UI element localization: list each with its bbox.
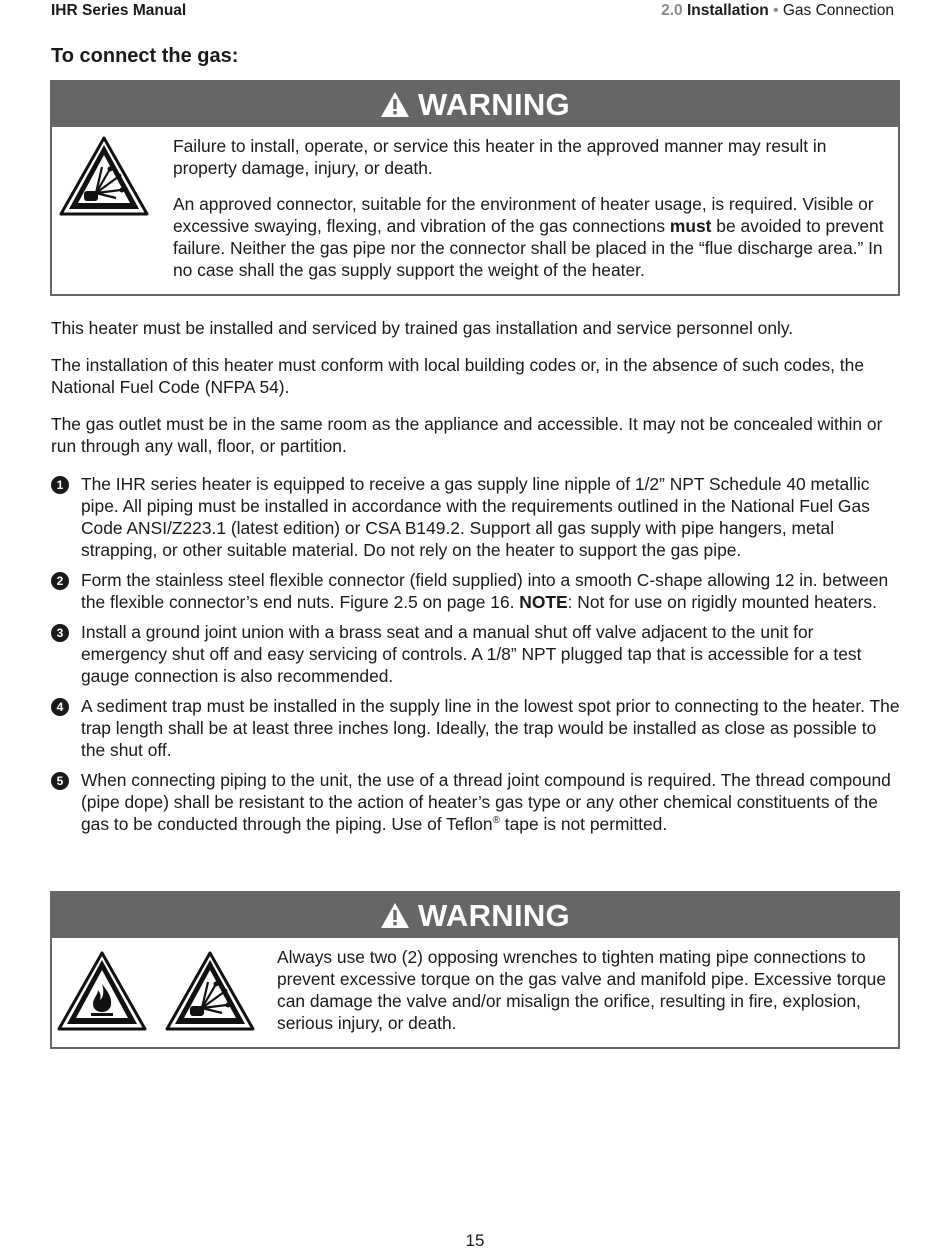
step-number: 1 (51, 476, 69, 494)
warning-triangle-icon (380, 91, 410, 118)
step-item: 1 The IHR series heater is equipped to receive a gas supply line nipple of 1/2” NPT Schedule 40 metallic pipe. All piping must be installed in accordance with the requirements outlined in the National Fuel Gas Code ANSI/Z223.1 (latest edition) or CSA B149.2. Support all gas supply with pipe hangers, metal strapping, or other suitable material. Do not rely on the heater to support the gas pipe. (51, 473, 903, 561)
warning-label: WARNING (418, 86, 570, 122)
body-paragraph: This heater must be installed and serviced by trained gas installation and service personnel only. (51, 318, 794, 338)
body-paragraph: The installation of this heater must conform with local building codes or, in the absence of such codes, the National Fuel Code (NFPA 54). (51, 355, 864, 397)
section-breadcrumb (661, 2, 894, 20)
page-title: To connect the gas: (51, 45, 239, 67)
explosion-hazard-icon (164, 950, 256, 1032)
warning-label: WARNING (418, 897, 570, 933)
warning-header (52, 82, 898, 127)
warning-triangle-icon (380, 902, 410, 929)
explosion-hazard-icon (58, 135, 150, 217)
step-list (51, 473, 903, 843)
step-item: 4 A sediment trap must be installed in the supply line in the lowest spot prior to connecting to the heater. The trap length shall be at least three inches long. Ideally, the trap would be installed as close as possible to the shut off. (51, 695, 903, 761)
step-number: 5 (51, 772, 69, 790)
warning-box-wrenches (50, 891, 900, 1049)
warning-text-1: Failure to install, operate, or service this heater in the approved manner may result in property damage, injury, or death. (173, 136, 827, 178)
step-number: 4 (51, 698, 69, 716)
step-item: 5 When connecting piping to the unit, the use of a thread joint compound is required. The thread compound (pipe dope) shall be resistant to the action of heater’s gas type or any other chemical constituents of the gas to be conducted through the piping. Use of Teflon® tape is not permitted. (51, 769, 903, 835)
warning-box-connector (50, 80, 900, 296)
section-name: Installation (686, 2, 769, 19)
warning-text: Always use two (2) opposing wrenches to tighten mating pipe connections to prevent excessive torque on the gas valve and manifold pipe. Excessive torque can damage the valve and/or misalign the orifice, resulting in fire, explosion, serious injury, or death. (277, 947, 887, 1033)
warning-header (52, 893, 898, 938)
breadcrumb-separator: • (773, 2, 779, 19)
fire-hazard-icon (56, 950, 148, 1032)
step-item: 2 Form the stainless steel flexible connector (field supplied) into a smooth C-shape allowing 12 in. between the flexible connector’s end nuts. Figure 2.5 on page 16. NOTE: Not for use on rigidly mounted heaters. (51, 569, 903, 613)
section-number: 2.0 (661, 2, 683, 19)
body-paragraph: The gas outlet must be in the same room as the appliance and accessible. It may not be concealed within or run through any wall, floor, or partition. (51, 414, 883, 456)
step-number: 3 (51, 624, 69, 642)
subsection-name: Gas Connection (782, 2, 894, 19)
page-number: 15 (465, 1231, 485, 1250)
warning-text-2: An approved connector, suitable for the environment of heater usage, is required. Visible or excessive swaying, flexing, and vibration of the gas connections must be avoided to prevent failure. Neither the gas pipe nor the connector shall be placed in the “flue discharge area.” In no case shall the gas supply support the weight of the heater. (173, 194, 884, 280)
step-item: 3 Install a ground joint union with a brass seat and a manual shut off valve adjacent to the unit for emergency shut off and easy servicing of controls. A 1/8” NPT plugged tap that is accessible for a test gauge connection is also recommended. (51, 621, 903, 687)
step-number: 2 (51, 572, 69, 590)
manual-title: IHR Series Manual (51, 2, 187, 19)
